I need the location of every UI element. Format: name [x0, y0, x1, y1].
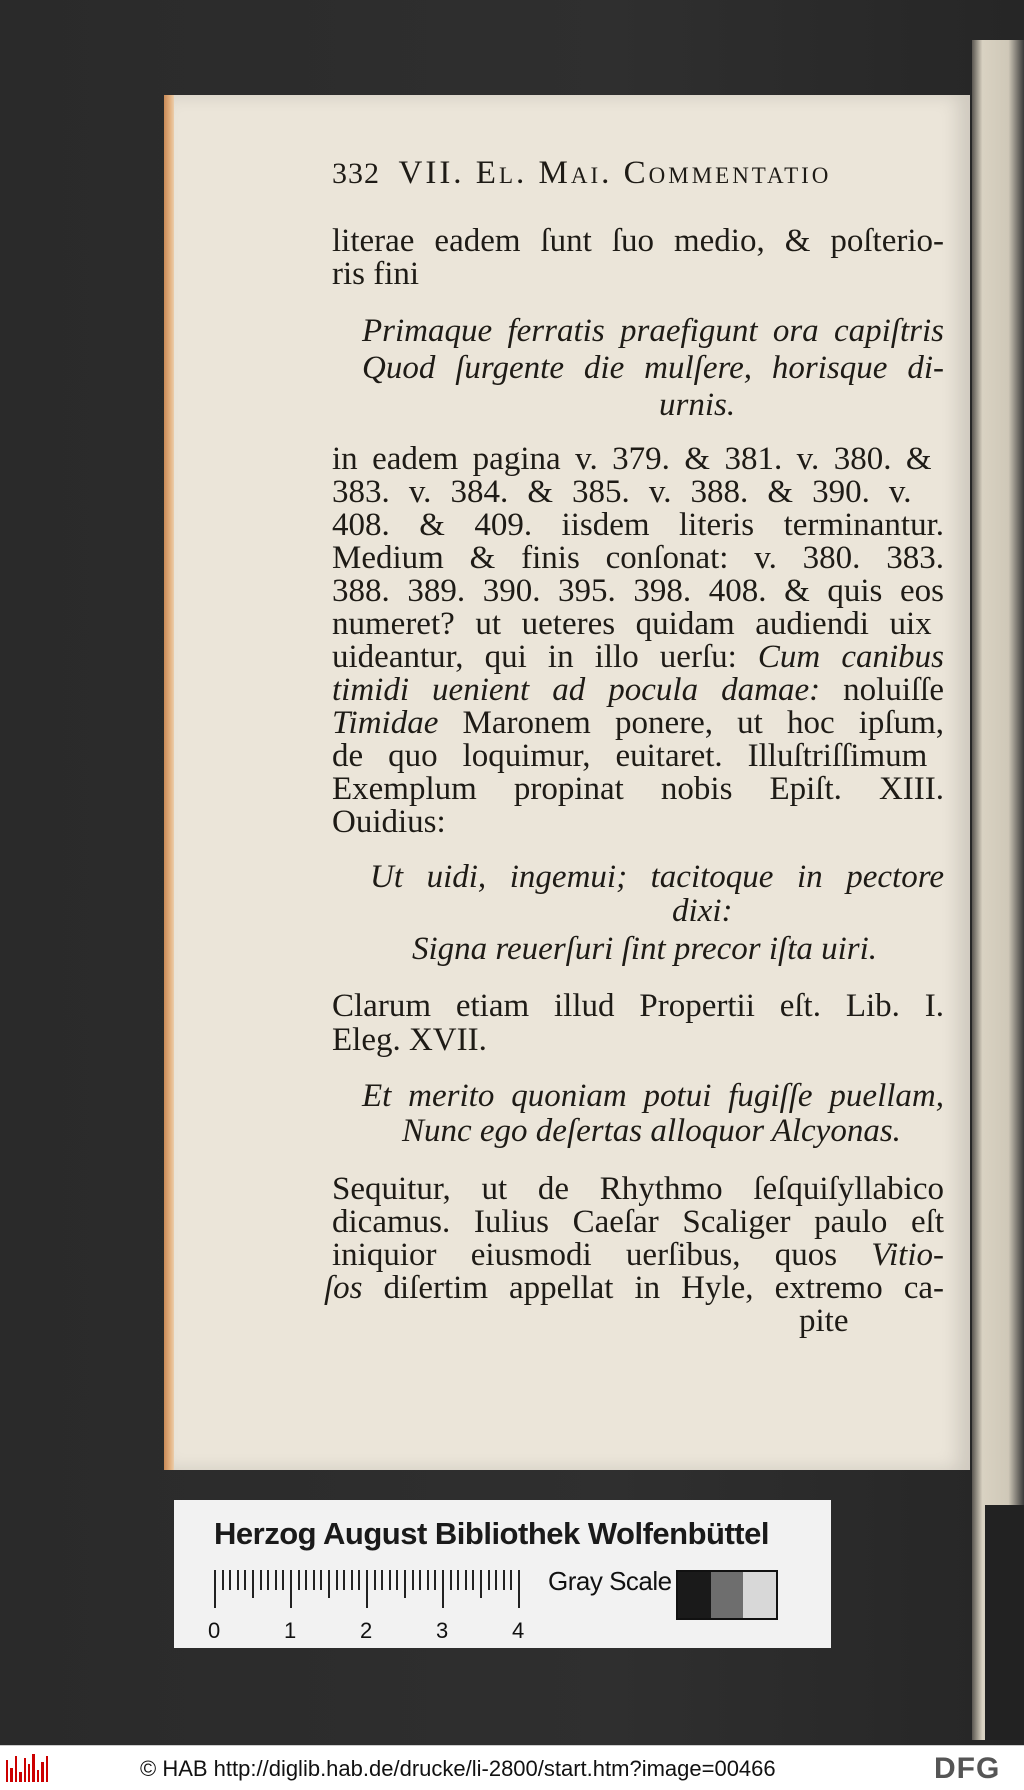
- text-line: [412, 933, 877, 966]
- dfg-logo: DFG: [934, 1752, 1001, 1785]
- ruler-tick: [320, 1570, 322, 1590]
- text-line-main: ſos: [324, 1270, 363, 1306]
- text-line: [332, 608, 932, 641]
- barcode-bar: [46, 1756, 48, 1782]
- text-line-main: iniquior eiusmodi uerſibus, quos: [332, 1237, 838, 1273]
- ruler-tick: [305, 1570, 307, 1590]
- text-line-main: Primaque ferratis praefigunt ora capiſtris: [362, 313, 944, 349]
- text-line: [332, 990, 944, 1023]
- text-line-main: dicamus. Iulius Caeſar Scaliger paulo eſt: [332, 1204, 944, 1240]
- text-line: [332, 707, 944, 740]
- ruler-tick: [495, 1570, 497, 1590]
- ruler-tick: [267, 1570, 269, 1590]
- running-header: [332, 157, 831, 190]
- adjacent-page-shadow: [985, 1505, 1024, 1740]
- barcode-bar: [10, 1768, 12, 1782]
- footer-copyright-link[interactable]: © HAB http://diglib.hab.de/drucke/li-2800/start.htm?image=00466: [140, 1756, 776, 1781]
- text-line-main: Et merito quoniam potui fugiſſe puellam,: [362, 1078, 944, 1114]
- barcode-logo-icon: [6, 1754, 48, 1782]
- text-line-italic-tail: Cum canibus: [757, 639, 944, 675]
- ruler-tick: [374, 1570, 376, 1590]
- ruler-tick: [282, 1570, 284, 1590]
- text-line: [362, 1080, 944, 1113]
- ruler-tick: [229, 1570, 231, 1590]
- text-line-main: 408. & 409. iisdem literis terminantur.: [332, 507, 944, 543]
- text-line: [332, 542, 944, 575]
- ruler-label: 2: [360, 1618, 373, 1643]
- text-line-main: Timidae: [332, 705, 439, 741]
- barcode-bar: [6, 1760, 8, 1782]
- text-line-roman-tail: Maronem ponere, ut hoc ipſum,: [462, 705, 944, 741]
- text-line-roman-tail: noluiſſe: [843, 672, 944, 708]
- ruler-label: 1: [284, 1618, 297, 1643]
- text-line: [370, 861, 944, 894]
- text-line-main: 388. 389. 390. 395. 398. 408. & quis eos: [332, 573, 944, 609]
- barcode-bar: [41, 1762, 43, 1782]
- text-line: [332, 773, 944, 806]
- text-line-main: Nunc ego deſertas alloquor Alcyonas.: [402, 1113, 901, 1149]
- color-target-card: [174, 1500, 831, 1648]
- ruler-tick: [351, 1570, 353, 1590]
- ruler-label: 4: [512, 1618, 525, 1643]
- text-line-main: Ouidius:: [332, 804, 446, 840]
- ruler-tick: [419, 1570, 421, 1590]
- barcode-bar: [19, 1772, 21, 1782]
- page-number: 332: [332, 157, 380, 190]
- ruler-label: 3: [436, 1618, 449, 1643]
- text-line: [402, 1115, 901, 1148]
- text-line: [332, 1206, 944, 1239]
- ruler-tick: [450, 1570, 452, 1590]
- text-line-main: Exemplum propinat nobis Epiſt. XIII.: [332, 771, 944, 807]
- text-line-main: dixi:: [672, 893, 733, 929]
- text-line-main: Sequitur, ut de Rhythmo ſeſquiſyllabico: [332, 1171, 944, 1207]
- barcode-bar: [24, 1758, 26, 1782]
- text-line-main: ris fini: [332, 256, 420, 292]
- ruler-tick: [237, 1570, 239, 1590]
- text-line: [332, 1024, 487, 1057]
- text-line: [659, 389, 735, 422]
- ruler-tick: [343, 1570, 345, 1590]
- text-line: [332, 674, 944, 707]
- text-line: [332, 1239, 944, 1272]
- text-line: [332, 258, 419, 291]
- ruler-tick: [389, 1570, 391, 1590]
- text-line: [799, 1305, 848, 1338]
- text-line: [332, 575, 944, 608]
- book-page: [174, 95, 970, 1470]
- text-line-main: de quo loquimur, euitaret. Illuſtriſſimum: [332, 738, 928, 774]
- ruler-tick: [427, 1570, 429, 1590]
- text-line-main: 383. v. 384. & 385. v. 388. & 390. v.: [332, 474, 912, 510]
- text-line: [324, 1272, 944, 1305]
- ruler-tick: [488, 1570, 490, 1590]
- ruler-tick: [290, 1570, 292, 1608]
- gray-swatch: [711, 1572, 744, 1618]
- text-line-main: pite: [799, 1303, 849, 1339]
- barcode-bar: [15, 1756, 17, 1782]
- ruler-tick: [366, 1570, 368, 1608]
- running-title: VII. El. Mai. Commentatio: [398, 155, 832, 191]
- ruler-tick: [275, 1570, 277, 1590]
- gray-swatch: [678, 1572, 711, 1618]
- ruler-tick: [358, 1570, 360, 1590]
- ruler-tick: [465, 1570, 467, 1590]
- ruler-tick: [222, 1570, 224, 1590]
- footer-bar: [0, 1745, 1024, 1790]
- ruler-tick: [298, 1570, 300, 1590]
- ruler-tick: [510, 1570, 512, 1590]
- text-line-main: Signa reuerſuri ſint precor iſta uiri.: [412, 931, 878, 967]
- text-line: [672, 895, 732, 928]
- text-line: [332, 806, 446, 839]
- text-line: [332, 740, 927, 773]
- ruler-tick: [503, 1570, 505, 1590]
- library-name: Herzog August Bibliothek Wolfenbüttel: [214, 1516, 769, 1551]
- text-line-main: Medium & finis conſonat: v. 380. 383.: [332, 540, 944, 576]
- text-line-main: Eleg. XVII.: [332, 1022, 487, 1058]
- text-line: [362, 352, 944, 385]
- ruler-tick: [381, 1570, 383, 1590]
- ruler-tick: [313, 1570, 315, 1590]
- ruler-label: 0: [208, 1618, 221, 1643]
- text-line-main: numeret? ut ueteres quidam audiendi uix: [332, 606, 932, 642]
- barcode-bar: [32, 1754, 34, 1782]
- text-line-main: in eadem pagina v. 379. & 381. v. 380. &: [332, 441, 932, 477]
- ruler-tick: [472, 1570, 474, 1590]
- ruler-tick: [457, 1570, 459, 1590]
- text-line: [362, 315, 944, 348]
- ruler-tick: [404, 1570, 406, 1598]
- gray-scale-swatches: [676, 1570, 778, 1620]
- text-line: [332, 225, 944, 258]
- text-line: [332, 641, 944, 674]
- ruler: [214, 1570, 534, 1608]
- text-line-main: Clarum etiam illud Propertii eſt. Lib. I.: [332, 988, 944, 1024]
- barcode-bar: [28, 1764, 30, 1782]
- ruler-tick: [518, 1570, 520, 1608]
- ruler-tick: [442, 1570, 444, 1608]
- ruler-tick: [214, 1570, 216, 1608]
- barcode-bar: [37, 1770, 39, 1782]
- ruler-tick: [412, 1570, 414, 1590]
- text-line-main: uideantur, qui in illo uerſu:: [332, 639, 737, 675]
- gray-scale-label: Gray Scale: [548, 1566, 672, 1596]
- text-line: [332, 476, 912, 509]
- adjacent-page-edge: [972, 40, 1024, 1740]
- text-line-main: literae eadem ſunt ſuo medio, & poſterio-: [332, 223, 944, 259]
- text-line: [332, 443, 932, 476]
- text-line-main: Quod ſurgente die mulſere, horisque di-: [362, 350, 944, 386]
- ruler-tick: [244, 1570, 246, 1590]
- text-line-main: timidi uenient ad pocula damae:: [332, 672, 821, 708]
- ruler-tick: [434, 1570, 436, 1590]
- ruler-tick: [396, 1570, 398, 1590]
- ruler-tick: [260, 1570, 262, 1590]
- text-line: [332, 509, 944, 542]
- text-line-italic-tail: Vitio-: [871, 1237, 944, 1273]
- ruler-tick: [328, 1570, 330, 1598]
- text-line: [332, 1173, 944, 1206]
- text-line-main: urnis.: [659, 387, 736, 423]
- gray-swatch: [743, 1572, 776, 1618]
- text-line-roman-tail: diſertim appellat in Hyle, extremo ca-: [383, 1270, 944, 1306]
- text-line-main: Ut uidi, ingemui; tacitoque in pectore: [370, 859, 944, 895]
- ruler-tick: [480, 1570, 482, 1598]
- ruler-tick: [252, 1570, 254, 1598]
- ruler-tick: [336, 1570, 338, 1590]
